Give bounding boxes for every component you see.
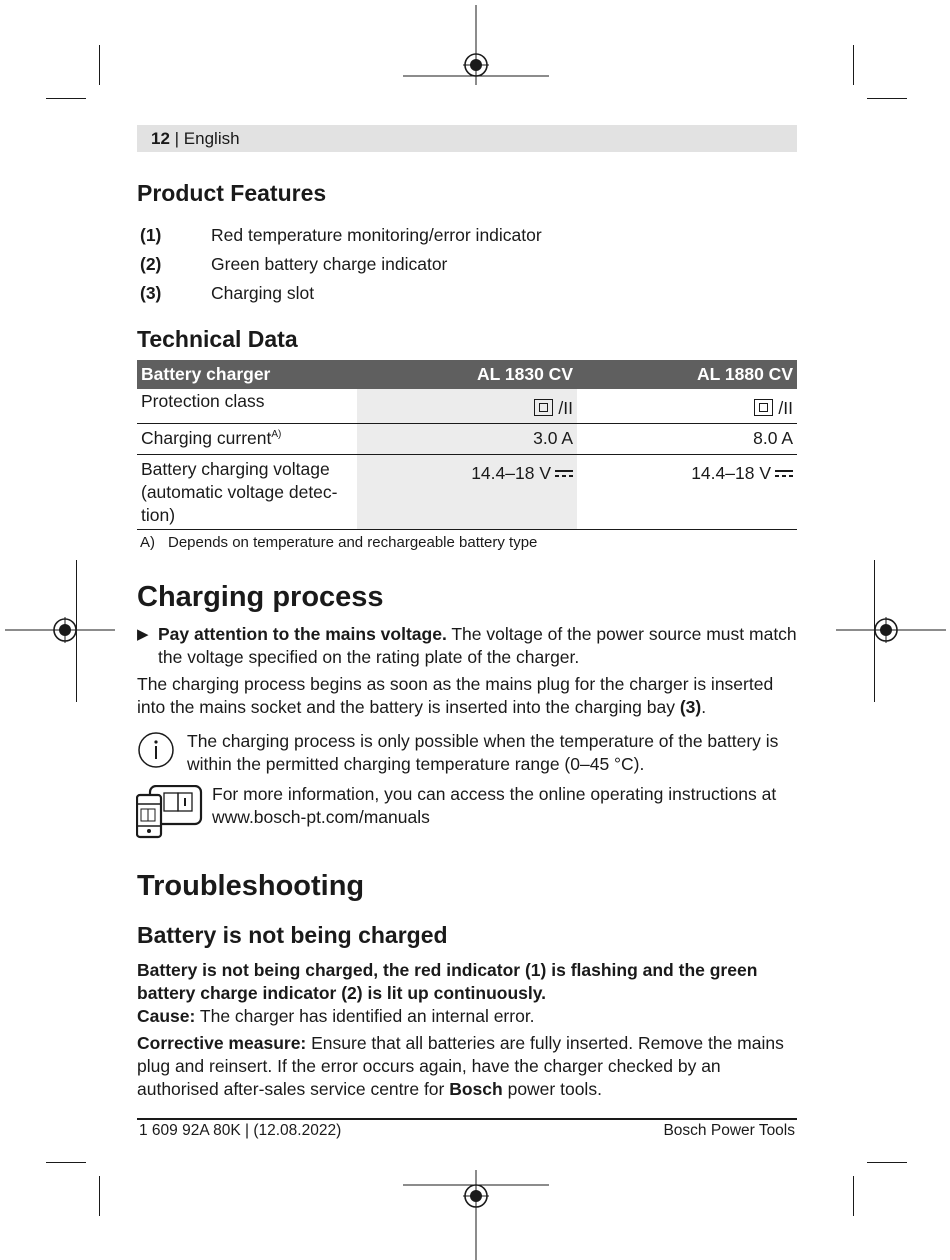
- crop-mark: [867, 1162, 907, 1163]
- bullet-item: [137, 623, 797, 669]
- table-cell: [357, 389, 577, 423]
- measure-end: power tools.: [502, 1079, 602, 1099]
- feature-item: [140, 222, 542, 248]
- crop-mark: [99, 1176, 100, 1216]
- footer-right: Bosch Power Tools: [663, 1122, 795, 1139]
- feature-label: Charging slot: [211, 283, 315, 303]
- registration-mark-bottom-icon: [403, 1170, 549, 1260]
- feature-item: [140, 280, 314, 306]
- charging-process-heading: Charging process: [137, 581, 384, 613]
- problem-description: Battery is not being charged, the red indicator (1) is flashing and the green battery charge indicator (2) is lit up continuously.: [137, 960, 758, 1003]
- row-label: [137, 454, 357, 529]
- footnote-key: A): [140, 534, 155, 551]
- dc-current-icon: [775, 469, 793, 477]
- cell-value: 14.4–18 V: [471, 462, 551, 483]
- column-header: AL 1880 CV: [577, 360, 797, 389]
- cell-value: /II: [558, 398, 573, 418]
- page-header: [137, 125, 797, 152]
- protection-class-icon: [534, 399, 553, 416]
- troubleshooting-heading: Troubleshooting: [137, 870, 365, 902]
- crop-mark: [46, 98, 86, 99]
- dc-current-icon: [555, 469, 573, 477]
- measure-brand: Bosch: [449, 1079, 503, 1099]
- crop-mark: [99, 45, 100, 85]
- paragraph-ref: (3): [679, 697, 702, 717]
- table-cell: [577, 389, 797, 423]
- header-language: English: [183, 129, 240, 148]
- paragraph-end: .: [701, 697, 707, 717]
- crop-mark: [867, 98, 907, 99]
- cause-text: The charger has identified an internal error.: [195, 1006, 535, 1026]
- manual-url: www.bosch-pt.com/manuals: [212, 807, 430, 827]
- page-number: 12: [151, 129, 170, 148]
- header-separator: |: [169, 129, 184, 148]
- cause-line: [137, 1005, 797, 1028]
- table-footnote: [140, 531, 537, 554]
- paragraph-text: The charging process begins as soon as the mains plug for the charger is inserted into the mains socket and the battery is inserted into the charging bay: [137, 674, 774, 717]
- cause-label: Cause:: [137, 1006, 196, 1026]
- feature-label: Red temperature monitoring/error indicator: [211, 225, 542, 245]
- bullet-arrow-icon: ▶: [137, 626, 149, 643]
- feature-key: (3): [140, 283, 162, 303]
- manual-note-line: For more information, you can access the online operating instructions at: [212, 784, 777, 804]
- online-manual-icon: [136, 785, 203, 839]
- feature-item: [140, 251, 447, 277]
- feature-key: (1): [140, 225, 162, 245]
- table-row: [137, 389, 797, 423]
- registration-mark-left-icon: [5, 600, 115, 660]
- feature-label: Green battery charge indicator: [211, 254, 448, 274]
- technical-data-heading: Technical Data: [137, 326, 298, 352]
- corrective-measure: [137, 1032, 797, 1101]
- table-row: [137, 454, 797, 529]
- column-header: Battery charger: [137, 360, 357, 389]
- manual-note: [212, 783, 802, 829]
- table-row: [137, 423, 797, 454]
- column-header: AL 1830 CV: [357, 360, 577, 389]
- footnote-text: Depends on temperature and rechargeable battery type: [168, 534, 538, 551]
- crop-mark: [853, 45, 854, 85]
- table-cell: [357, 454, 577, 529]
- row-label: Battery charging voltage (automatic voltage detec-tion): [141, 458, 338, 525]
- cell-value: /II: [778, 398, 793, 418]
- paragraph: [137, 673, 797, 719]
- table-cell: [577, 454, 797, 529]
- troubleshooting-subheading: Battery is not being charged: [137, 922, 448, 948]
- cell-value: 14.4–18 V: [691, 462, 771, 483]
- registration-mark-right-icon: [836, 600, 946, 660]
- footer-left: 1 609 92A 80K | (12.08.2022): [139, 1122, 342, 1139]
- registration-mark-top-icon: [403, 5, 549, 95]
- bullet-bold-text: Pay attention to the mains voltage.: [158, 624, 447, 644]
- row-label: Protection class: [137, 389, 357, 423]
- measure-label: Corrective measure:: [137, 1033, 307, 1053]
- bullet-text: The voltage of the power source must match the voltage specified on the rating plate of the charger.: [158, 624, 797, 667]
- footnote-ref: A): [271, 428, 282, 440]
- row-label: Charging current: [141, 427, 272, 448]
- measure-text: Ensure that all batteries are fully inserted. Remove the mains plug and reinsert. If the error occurs again, have the charger checked by an authorised after-sales service centre for: [137, 1033, 784, 1099]
- cell-value: 8.0 A: [577, 423, 797, 454]
- row-label-cell: [137, 423, 357, 454]
- cell-value: 3.0 A: [357, 423, 577, 454]
- technical-data-table: [137, 360, 797, 530]
- crop-mark: [46, 1162, 86, 1163]
- protection-class-icon: [754, 399, 773, 416]
- info-icon: [137, 731, 175, 769]
- crop-mark: [853, 1176, 854, 1216]
- feature-key: (2): [140, 254, 162, 274]
- info-note: The charging process is only possible when the temperature of the battery is within the permitted charging temperature range (0–45 °C).: [187, 731, 779, 774]
- product-features-heading: Product Features: [137, 180, 327, 206]
- table-header-row: [137, 360, 797, 389]
